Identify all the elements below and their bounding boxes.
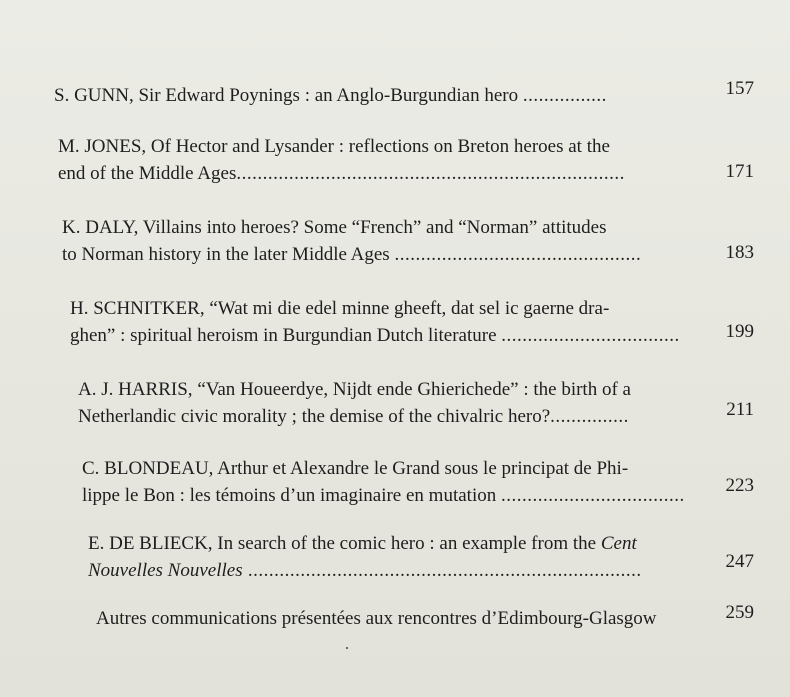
- entry-title: “Van Houeerdye, Nijdt ende Ghierichede” : the birth of a: [192, 379, 631, 400]
- entry-title-italic: Cent: [600, 533, 637, 554]
- entry-author: C. BLONDEAU,: [82, 458, 214, 479]
- entry-author: M. JONES,: [58, 136, 147, 157]
- toc-entry-line: [62, 241, 682, 268]
- entry-author: A. J. HARRIS,: [78, 379, 193, 400]
- toc-entry-line: [88, 530, 708, 557]
- page-number: 259: [725, 602, 754, 623]
- dot-leader: ..................................: [501, 325, 680, 346]
- dot-leader: ...................................: [500, 485, 685, 506]
- page-number: 171: [725, 161, 754, 182]
- entry-title: Autres communications présentées aux rencontres d’Edimbourg-Glasgow: [96, 608, 657, 629]
- entry-title: Sir Edward Poynings : an Anglo-Burgundian hero: [133, 85, 523, 106]
- toc-entry: [78, 376, 698, 430]
- toc-entry-line: [88, 557, 708, 584]
- dot-leader: ..........................................................................: [236, 163, 625, 184]
- entry-title-cont: end of the Middle Ages: [58, 163, 237, 184]
- toc-entry: [62, 214, 682, 268]
- toc-entry-line: [58, 160, 678, 187]
- dot-leader: ................: [522, 85, 607, 106]
- dot-leader: ...............: [550, 406, 629, 427]
- page-number: 157: [725, 78, 754, 99]
- toc-entry-line: [58, 133, 678, 160]
- entry-title-cont: ghen” : spiritual heroism in Burgundian Dutch literature: [70, 325, 502, 346]
- toc-entry-line: [62, 214, 682, 241]
- toc-entry: [88, 530, 708, 584]
- entry-title-cont: to Norman history in the later Middle Ages: [62, 244, 395, 265]
- entry-author: E. DE BLIECK,: [88, 533, 213, 554]
- toc-entry: [70, 295, 690, 349]
- entry-author: H. SCHNITKER,: [70, 298, 205, 319]
- ink-speck: [346, 647, 348, 649]
- entry-title: Arthur et Alexandre le Grand sous le principat de Phi-: [213, 458, 629, 479]
- entry-title: In search of the comic hero : an example from the: [212, 533, 601, 554]
- dot-leader: ...........................................................................: [242, 560, 642, 581]
- entry-title-cont: lippe le Bon : les témoins d’un imaginaire en mutation: [82, 485, 501, 506]
- entry-author: S. GUNN,: [54, 85, 134, 106]
- toc-entry-line: [70, 322, 690, 349]
- toc-entry-line: [96, 605, 716, 632]
- page-number: 211: [726, 399, 754, 420]
- dot-leader: ...............................................: [394, 244, 642, 265]
- page-number: 199: [725, 321, 754, 342]
- toc-entry: [54, 82, 674, 109]
- toc-entry-line: [78, 403, 698, 430]
- page-number: 247: [725, 551, 754, 572]
- entry-title-cont: Netherlandic civic morality ; the demise of the chivalric hero?: [78, 406, 551, 427]
- entry-title-italic-cont: Nouvelles Nouvelles: [88, 560, 243, 581]
- toc-entry: [58, 133, 678, 187]
- toc-entry-line: [70, 295, 690, 322]
- entry-author: K. DALY,: [62, 217, 139, 238]
- toc-entry: [96, 605, 716, 632]
- toc-entry: [82, 455, 702, 509]
- entry-title: Villains into heroes? Some “French” and “Norman” attitudes: [138, 217, 607, 238]
- page-number: 183: [725, 242, 754, 263]
- page-number: 223: [725, 475, 754, 496]
- toc-entry-line: [78, 376, 698, 403]
- entry-title: “Wat mi die edel minne gheeft, dat sel ic gaerne dra-: [204, 298, 610, 319]
- entry-title: Of Hector and Lysander : reflections on Breton heroes at the: [146, 136, 610, 157]
- toc-entry-line: [82, 455, 702, 482]
- toc-entry-line: [82, 482, 702, 509]
- toc-entry-line: [54, 82, 674, 109]
